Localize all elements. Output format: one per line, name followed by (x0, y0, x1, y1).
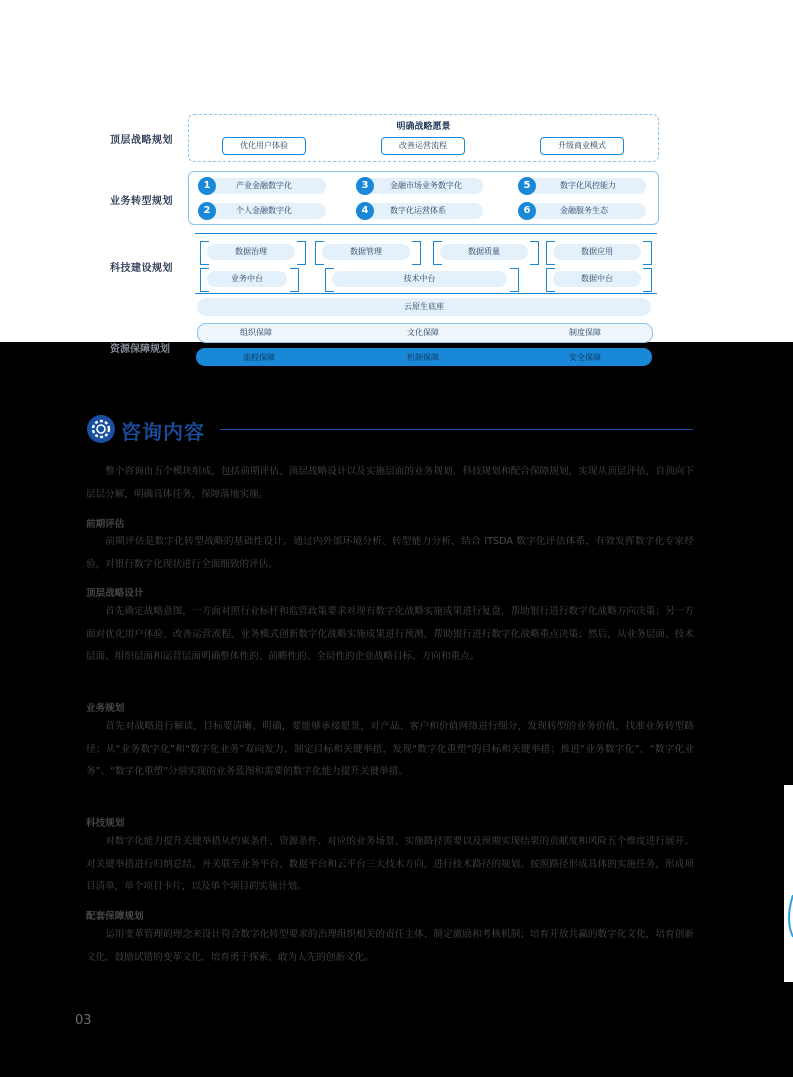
paragraph-business-planning: 首先对战略进行解读，目标要清晰、明确，要能够承接愿景，对产品、客户和价值网络进行细分，发现转型的业务价值，找准业务转型路径；从“业务数字化”和“数字化业务”双向发力，制定目标和关键举措，发现“数字化重塑”的目标和关键举措；推进“业务数字化”、“数字化业务”、“数字化重塑”分别实现的业务蓝图和需要的数字化能力提升关键举措。 (86, 721, 694, 778)
heading-support-planning: 配套保障规划 (86, 911, 144, 922)
business-num-2: 2 (198, 202, 216, 220)
bracket (643, 241, 652, 265)
bracket (297, 241, 306, 265)
business-label-6: 金融服务生态 (560, 206, 608, 215)
section-divider (220, 429, 693, 430)
business-num-5: 5 (518, 177, 536, 195)
vision-title: 明确战略愿景 (396, 122, 451, 132)
support-culture: 文化保障 (407, 328, 439, 337)
tech-data-platform: 数据中台 (553, 271, 641, 287)
vision-item-model: 升级商业模式 (540, 137, 624, 155)
business-label-3: 金融市场业务数字化 (390, 181, 462, 190)
vision-item-ux: 优化用户体验 (222, 137, 306, 155)
business-num-6: 6 (518, 202, 536, 220)
business-num-1: 1 (198, 177, 216, 195)
support-system: 制度保障 (569, 328, 601, 337)
row-label-business: 业务转型规划 (110, 196, 173, 207)
support-security: 安全保障 (569, 353, 601, 362)
paragraph-support-planning: 运用变革管理的理念来设计符合数字化转型要求的治理组织相关的责任主体、制定激励和考核机制；培育开放共赢的数字化文化，培育创新文化，鼓励试错的变革文化，培育勇于探索、敢为人先的创新文化。 (86, 929, 694, 963)
heading-tech-planning: 科技规划 (86, 818, 125, 829)
vision-item-ops: 改善运营流程 (381, 137, 465, 155)
row-label-support: 资源保障规划 (110, 344, 170, 355)
row-label-tech: 科技建设规划 (110, 263, 173, 274)
heading-business-planning: 业务规划 (86, 703, 125, 714)
business-label-5: 数字化风控能力 (560, 181, 616, 190)
tech-data-quality: 数据质量 (440, 244, 528, 260)
paragraph-top-strategy: 首先确定战略意图，一方面对照行业标杆和监管政策要求对现有数字化战略实施成果进行复盘，帮助银行进行数字化战略方向决策；另一方面对优化用户体验、改善运营流程、业务模式创新数字化战略实施成果进行预测，帮助银行进行数字化战略重点决策；然后，从业务层面、技术层面、组织层面和运营层面明确整体性的、前瞻性的、全局性的企业战略目标、方向和重点。 (86, 606, 694, 663)
bracket (643, 268, 652, 292)
business-num-4: 4 (356, 202, 374, 220)
bracket (530, 241, 539, 265)
edge-panel (784, 785, 793, 982)
tech-business-platform: 业务中台 (207, 271, 287, 287)
bracket (290, 268, 299, 292)
business-label-4: 数字化运营体系 (390, 206, 446, 215)
business-label-2: 个人金融数字化 (236, 206, 292, 215)
heading-top-strategy: 顶层战略设计 (86, 588, 144, 599)
business-label-1: 产业金融数字化 (236, 181, 292, 190)
row-label-top: 顶层战略规划 (110, 135, 173, 146)
tech-data-application: 数据应用 (553, 244, 641, 260)
support-mechanism: 机制保障 (407, 353, 439, 362)
tech-data-governance: 数据治理 (207, 244, 295, 260)
paragraph-pre-assessment: 前期评估是数字化转型战略的基础性设计。通过内外部环境分析、转型能力分析，结合 ITSDA 数字化评估体系，有效发挥数字化专家经验，对银行数字化现状进行全面细致的评估。 (86, 536, 694, 570)
tech-cloud-foundation: 云原生底座 (197, 298, 651, 316)
bracket (412, 241, 421, 265)
tech-data-management: 数据管理 (322, 244, 410, 260)
support-org: 组织保障 (240, 328, 272, 337)
page-number: 03 (75, 1013, 92, 1028)
bracket (510, 268, 519, 292)
tech-top-line (195, 233, 657, 234)
paragraph-tech-planning: 对数字化能力提升关键举措从约束条件、资源条件、对应的业务场景、实施路径需要以及预期实现结果的贡献度和风险五个维度进行展开。对关键举措进行归纳总结，并关联至业务平台、数据平台和云平台三大技术方向，进行技术路径的规划。按照路径形成具体的实施任务，形成项目清单，单个项目卡片，以及单个项目的实施计划。 (86, 836, 694, 893)
heading-pre-assessment: 前期评估 (86, 519, 125, 530)
tech-bottom-line (195, 293, 657, 294)
tech-technology-platform: 技术中台 (332, 271, 507, 287)
consult-icon (87, 415, 115, 443)
business-num-3: 3 (356, 177, 374, 195)
section-title: 咨询内容 (121, 420, 205, 444)
intro-paragraph: 整个咨询由五个模块组成，包括前期评估、顶层战略设计以及实施层面的业务规划、科技规划和配合保障规划，实现从顶层评估，自顶向下层层分解，明确具体任务，保障落地实施。 (86, 466, 694, 500)
support-process: 流程保障 (243, 353, 275, 362)
diagram-area (0, 0, 793, 342)
